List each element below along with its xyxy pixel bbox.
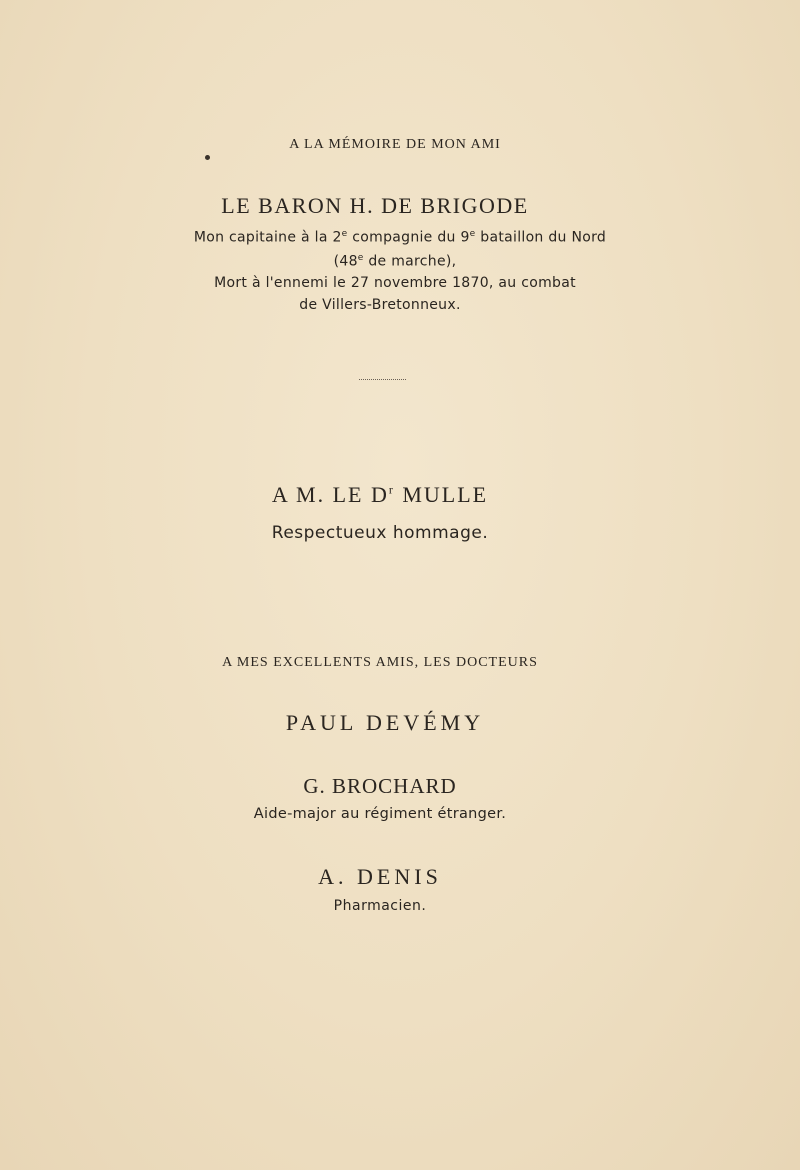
- baron-detail-line-1: Mon capitaine à la 2e compagnie du 9e bataillon du Nord: [193, 229, 607, 246]
- mulle-subtitle: Respectueux hommage.: [271, 523, 489, 543]
- baron-detail-line-4: de Villers-Bretonneux.: [299, 297, 461, 313]
- ink-mark: [205, 155, 210, 160]
- section-divider: [359, 379, 406, 381]
- mulle-heading: A M. LE $D^r$ MULLE: [271, 482, 489, 507]
- person-role-denis: Pharmacien.: [333, 898, 427, 914]
- baron-name: LE BARON H. DE BRIGODE: [221, 193, 529, 218]
- memorial-heading: A LA MÉMOIRE DE MON AMI: [289, 137, 501, 152]
- friends-heading: A MES EXCELLENTS AMIS, LES DOCTEURS: [222, 655, 538, 670]
- person-role-brochard: Aide-major au régiment étranger.: [253, 806, 507, 822]
- baron-detail-line-3: Mort à l'ennemi le 27 novembre 1870, au combat: [214, 275, 576, 291]
- person-name-devemy: PAUL DEVÉMY: [285, 710, 485, 735]
- baron-detail-line-2: (48e de marche),: [333, 253, 457, 270]
- person-name-denis: A. DENIS: [318, 864, 442, 889]
- person-name-brochard: G. BROCHARD: [303, 774, 457, 798]
